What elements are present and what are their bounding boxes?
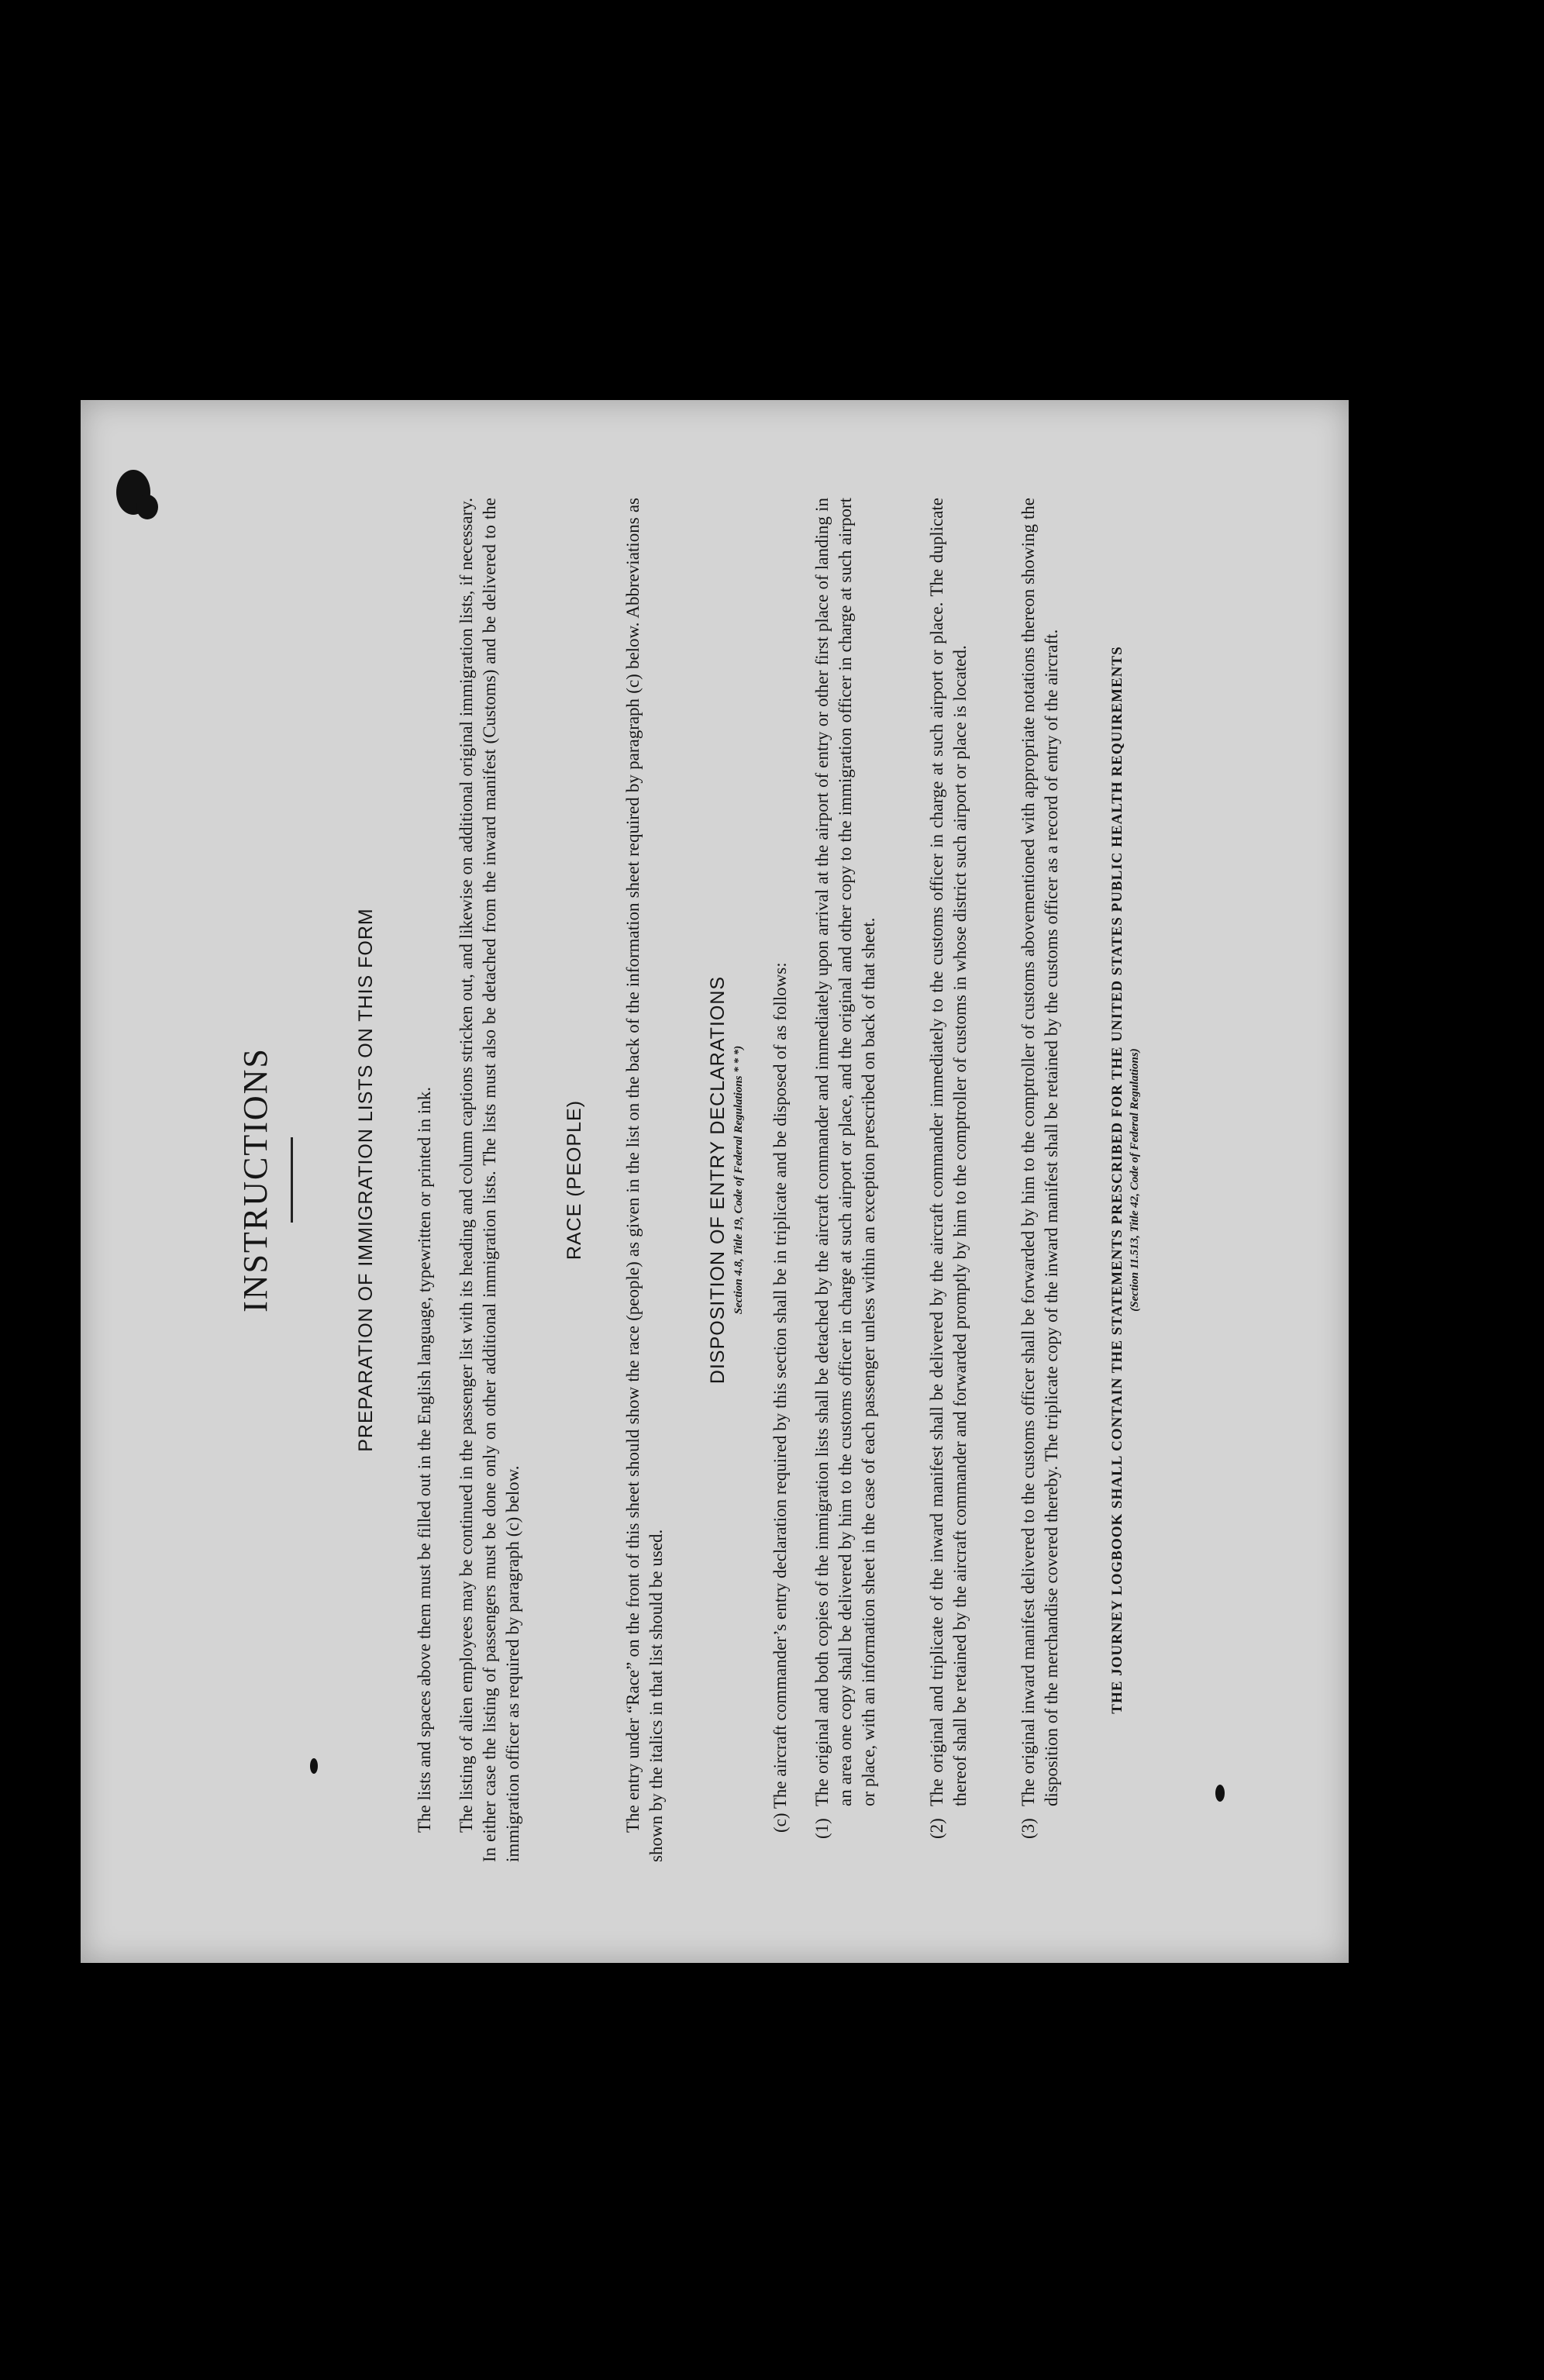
list-item xyxy=(811,498,881,1862)
health-requirements-citation: (Section 11.513, Title 42, Code of Federal Regulations) xyxy=(1129,1048,1141,1312)
title-underline xyxy=(291,1137,293,1223)
list-item xyxy=(925,498,972,1862)
paragraph-lists-filled: The lists and spaces above them must be filled out in the English language, typewritten or printed in ink. xyxy=(415,1087,434,1833)
list-item xyxy=(1017,498,1063,1862)
paragraph-alien-employees: The listing of alien employees may be continued in the passenger list with its heading and column captions stricken out, and likewise on additional original immigration lists, if necessary. In either case the listing of passengers must be done only on other additional immigration lists. The lists must also be detached from the inward manifest (Customs) and be delivered to the immigration officer as required by paragraph (c) below. xyxy=(457,498,522,1862)
list-item-text: The original and triplicate of the inward manifest shall be delivered by the aircraft commander immediately to the customs officer in charge at such airport or place. The duplicate thereof shall be retained by the aircraft commander and forwarded promptly by him to the comptroller of customs in whose district such airport or place is located. xyxy=(927,498,970,1806)
scanned-page xyxy=(81,400,1349,1963)
list-item-number: (3) xyxy=(1018,1818,1038,1839)
document-title: INSTRUCTIONS xyxy=(236,1047,274,1312)
health-requirements-notice: THE JOURNEY LOGBOOK SHALL CONTAIN THE STATEMENTS PRESCRIBED FOR THE UNITED STATES PUBLIC HEALTH REQUIREMENTS xyxy=(1109,646,1125,1714)
list-item-number: (1) xyxy=(812,1818,832,1839)
disposition-list xyxy=(811,498,1063,1862)
list-item-number: (2) xyxy=(927,1818,946,1839)
paragraph-race: The entry under “Race” on the front of this sheet should show the race (people) as given in the list on the back of the information sheet required by paragraph (c) below. Abbreviations as shown by the italics in that list should be used. xyxy=(623,498,666,1862)
section-heading-disposition: DISPOSITION OF ENTRY DECLARATIONS xyxy=(707,975,729,1385)
section-heading-race: RACE (PEOPLE) xyxy=(563,1099,585,1261)
section-citation: Section 4.8, Title 19, Code of Federal Regulations * * *) xyxy=(732,1045,745,1315)
list-item-text: The original inward manifest delivered to the customs officer shall be forwarded by him to the comptroller of customs abovementioned with appropriate notations thereon showing the disposition of the merchandise covered thereby. The triplicate copy of the inward manifest shall be retained by the customs officer as a record of entry of the aircraft. xyxy=(1018,498,1061,1806)
rotated-page-content xyxy=(81,400,1349,1963)
paragraph-entry-declaration: (c) The aircraft commander’s entry declaration required by this section shall be in triplicate and be disposed of as follows: xyxy=(770,962,790,1833)
list-item-text: The original and both copies of the immigration lists shall be detached by the aircraft commander and immediately upon arrival at the airport of entry or other first place of landing in an area one copy shall be delivered by him to the customs officer in charge at such airport or place, and the original and other copy to the immigration officer in charge at such airport or place, with an information sheet in the case of each passenger unless within an exception prescribed on back of that sheet. xyxy=(812,498,878,1806)
section-heading-preparation: PREPARATION OF IMMIGRATION LISTS ON THIS FORM xyxy=(355,908,377,1452)
